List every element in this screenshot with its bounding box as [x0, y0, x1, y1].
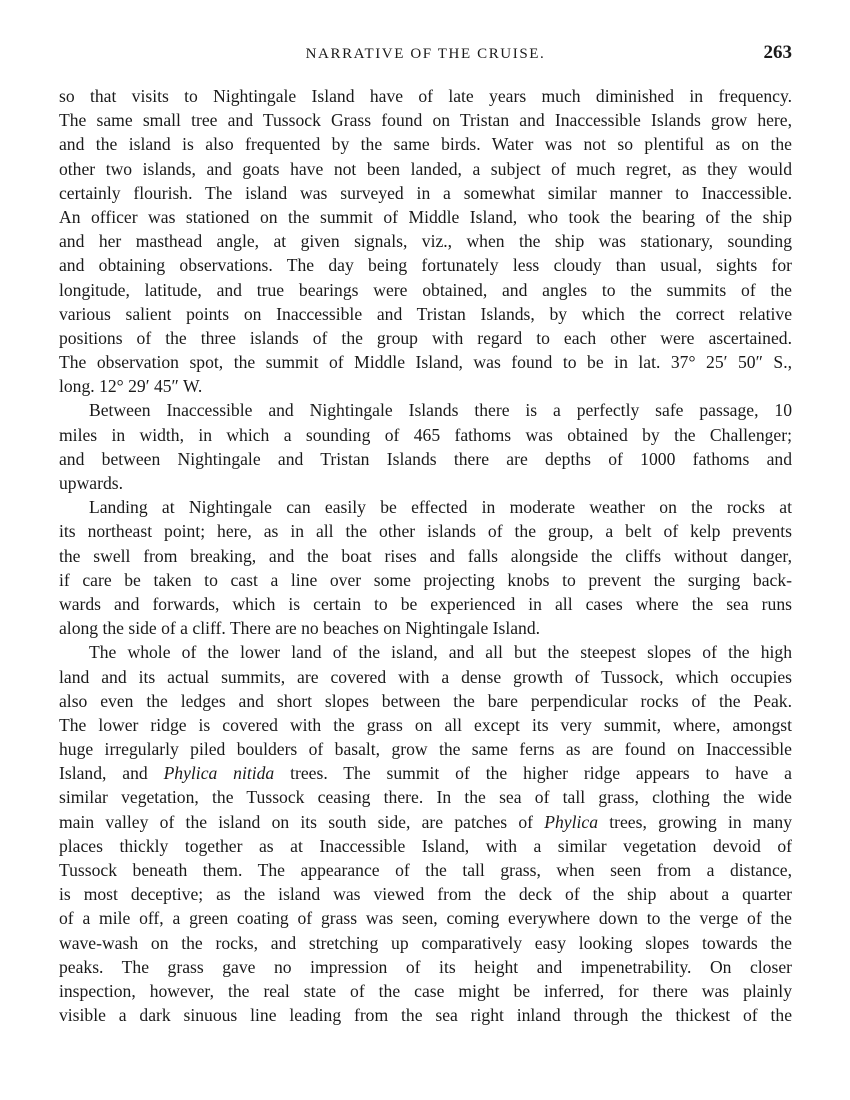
text-line: Between Inaccessible and Nightingale Islands there is a perfectly safe passage, 10	[89, 400, 792, 421]
text-line: certainly flourish. The island was surveyed in a somewhat similar manner to Inaccessible.	[59, 182, 792, 203]
text-line: The whole of the lower land of the island, and all but the steepest slopes of the high	[89, 642, 792, 663]
species-name-italic: Phylica nitida	[163, 763, 275, 784]
running-header	[59, 44, 792, 68]
text-line: Tussock beneath them. The appearance of the tall grass, when seen from a distance,	[59, 860, 792, 880]
text-line: The observation spot, the summit of Middle Island, was found to be in lat. 37° 25′ 50″ S.,	[59, 352, 792, 373]
genus-name-italic: Phylica	[544, 811, 598, 832]
running-title: NARRATIVE OF THE CRUISE.	[305, 46, 546, 62]
text-line: Landing at Nightingale can easily be effected in moderate weather on the rocks at	[89, 497, 792, 518]
text-line: huge irregularly piled boulders of basalt, grow the same ferns as are found on Inaccessible	[59, 739, 792, 760]
text-line: is most deceptive; as the island was viewed from the deck of the ship about a quarter	[59, 884, 792, 905]
text-run: trees, growing in many	[598, 811, 792, 832]
text-line: of a mile off, a green coating of grass was seen, coming everywhere down to the verge of the	[59, 908, 792, 929]
text-line: inspection, however, the real state of the case might be inferred, for there was plainly	[59, 980, 792, 1001]
paragraph-3	[59, 495, 792, 640]
text-line: and between Nightingale and Tristan Islands there are depths of 1000 fathoms and	[59, 448, 792, 469]
paragraph-1	[59, 84, 792, 398]
text-line: also even the ledges and short slopes between the bare perpendicular rocks of the Peak.	[59, 690, 792, 711]
text-line: The lower ridge is covered with the grass on all except its very summit, where, amongst	[59, 714, 792, 735]
paragraph-2	[59, 398, 792, 495]
text-line: the swell from breaking, and the boat rises and falls alongside the cliffs without danger,	[59, 545, 792, 566]
text-run: main valley of the island on its south side, are patches of	[59, 811, 545, 832]
text-line: An officer was stationed on the summit of Middle Island, who took the bearing of the ship	[59, 206, 792, 227]
text-line: its northeast point; here, as in all the other islands of the group, a belt of kelp prevents	[59, 521, 792, 542]
text-line: wards and forwards, which is certain to be experienced in all cases where the sea runs	[59, 593, 792, 614]
text-line-with-italic	[59, 810, 792, 834]
text-line: and the island is also frequented by the same birds. Water was not so plentiful as on the	[59, 134, 792, 155]
text-line: visible a dark sinuous line leading from the sea right inland through the thickest of the	[59, 1005, 792, 1026]
text-line-with-italic	[59, 761, 792, 785]
text-line: and obtaining observations. The day being fortunately less cloudy than usual, sights for	[59, 255, 792, 276]
text-line: longitude, latitude, and true bearings were obtained, and angles to the summits of the	[59, 279, 792, 300]
page-number: 263	[763, 42, 792, 63]
text-line: places thickly together as at Inaccessible Island, with a similar vegetation devoid of	[59, 835, 792, 856]
text-line: other two islands, and goats have not been landed, a subject of much regret, as they would	[59, 158, 792, 179]
text-line: peaks. The grass gave no impression of its height and impenetrability. On closer	[59, 956, 792, 977]
text-run: Island, and	[59, 763, 164, 784]
text-line: The same small tree and Tussock Grass found on Tristan and Inaccessible Islands grow here,	[59, 110, 792, 131]
text-line: long. 12° 29′ 45″ W.	[59, 376, 203, 397]
text-line: wave-wash on the rocks, and stretching up comparatively easy looking slopes towards the	[59, 932, 792, 953]
text-line: so that visits to Nightingale Island have of late years much diminished in frequency.	[59, 86, 792, 106]
text-line: land and its actual summits, are covered with a dense growth of Tussock, which occupies	[59, 666, 792, 687]
text-line: various salient points on Inaccessible and Tristan Islands, by which the correct relative	[59, 303, 792, 324]
text-line: along the side of a cliff. There are no beaches on Nightingale Island.	[59, 618, 541, 639]
text-line: and her masthead angle, at given signals, viz., when the ship was stationary, sounding	[59, 231, 792, 252]
text-line: upwards.	[59, 473, 124, 493]
body-text	[59, 84, 792, 1027]
text-line: positions of the three islands of the group with regard to each other were ascertained.	[59, 327, 792, 348]
text-line: miles in width, in which a sounding of 465 fathoms was obtained by the Challenger;	[59, 424, 792, 445]
text-line: similar vegetation, the Tussock ceasing there. In the sea of tall grass, clothing the wide	[59, 787, 792, 808]
text-run: trees. The summit of the higher ridge appears to have a	[274, 763, 792, 784]
text-line: if care be taken to cast a line over some projecting knobs to prevent the surging back-	[59, 569, 792, 590]
paragraph-4	[59, 640, 792, 1027]
